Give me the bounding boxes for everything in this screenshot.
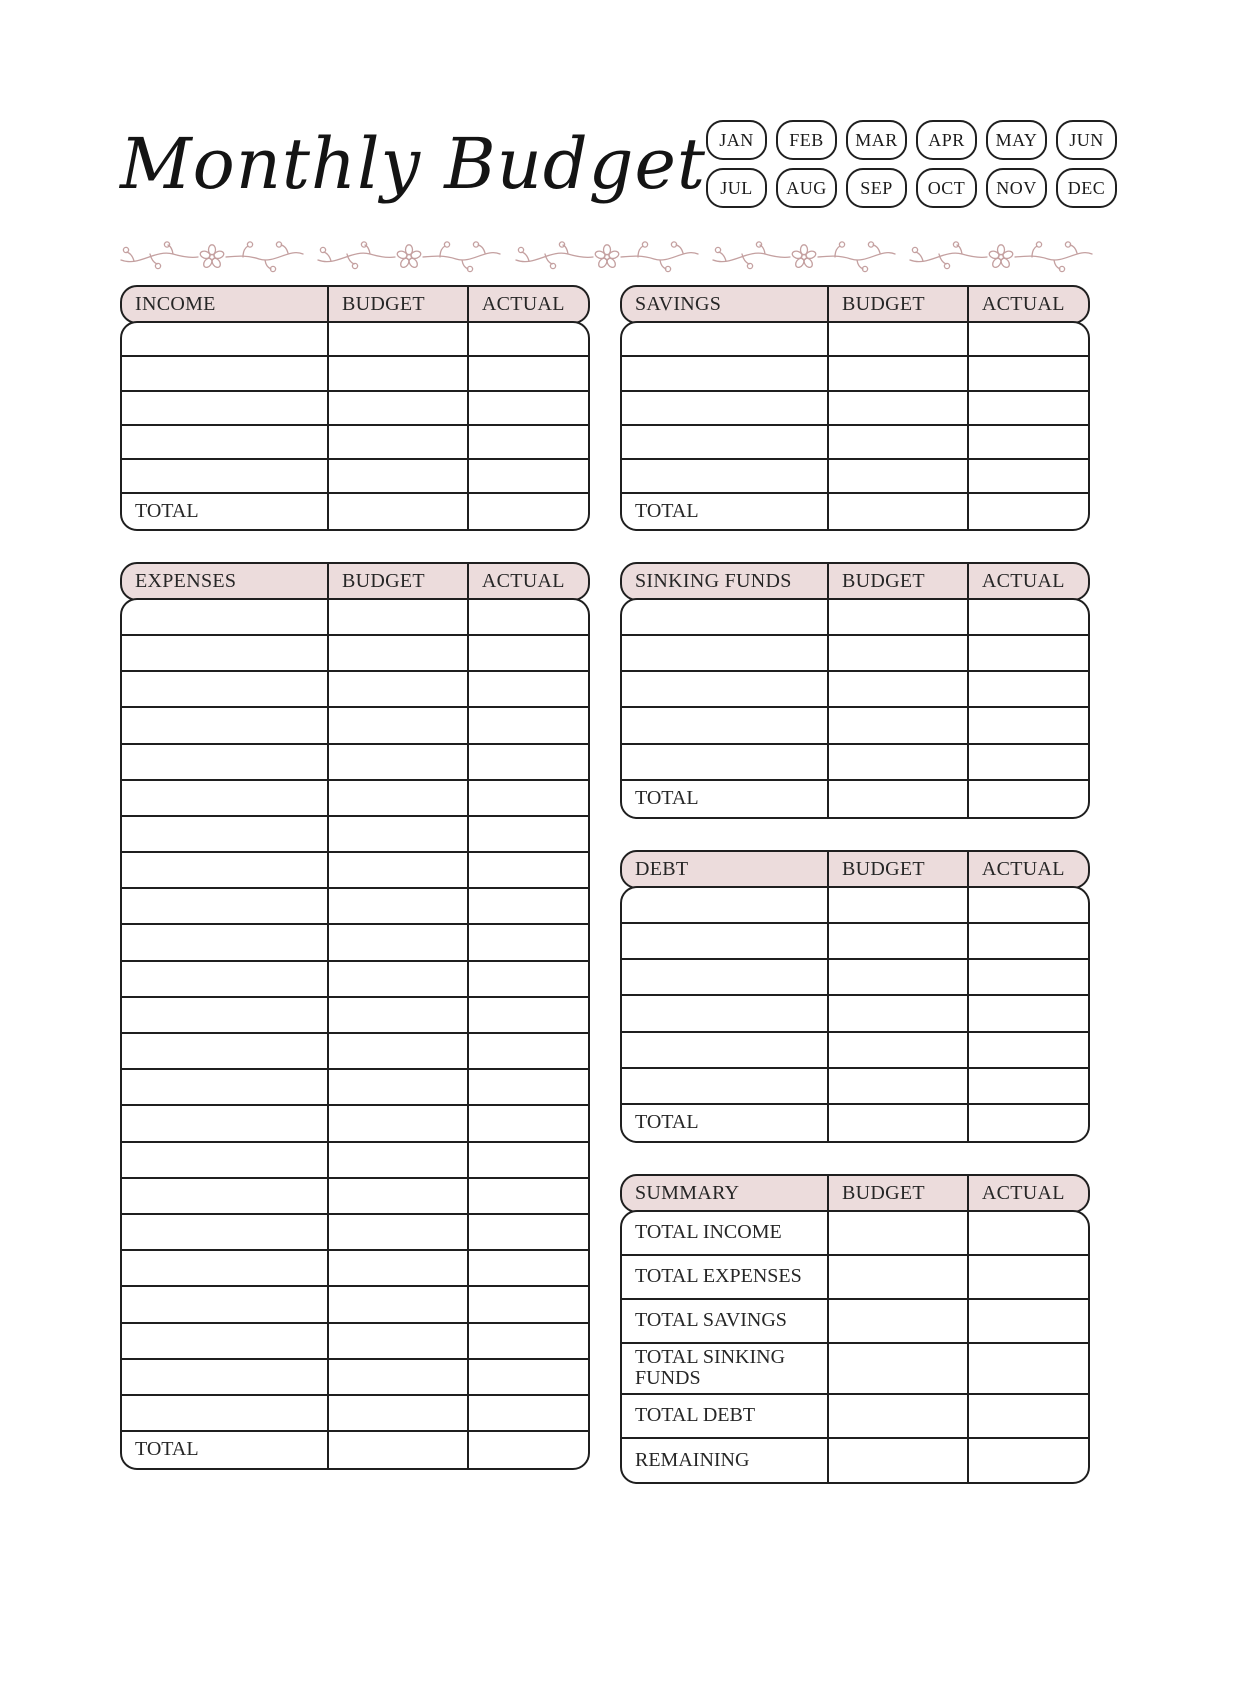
sinking-funds-total-row	[622, 781, 1088, 817]
sinking-funds-table	[620, 562, 1090, 819]
sinking-funds-item-cell[interactable]	[622, 600, 827, 634]
summary-table-body	[620, 1210, 1090, 1484]
expenses-actual-cell[interactable]	[467, 1215, 588, 1249]
left-column	[120, 285, 590, 1470]
debt-table-header	[620, 850, 1090, 889]
expenses-total-budget-cell[interactable]	[327, 1432, 467, 1468]
debt-header-label: DEBT	[635, 857, 689, 880]
sinking-funds-total-budget-cell[interactable]	[827, 781, 967, 817]
month-pill[interactable]: APR	[916, 120, 977, 160]
savings-budget-cell[interactable]	[827, 426, 967, 458]
month-pill[interactable]: JUL	[706, 168, 767, 208]
month-pill[interactable]: OCT	[916, 168, 977, 208]
savings-actual-cell[interactable]	[967, 323, 1088, 355]
debt-actual-cell[interactable]	[967, 1033, 1088, 1067]
summary-budget-cell[interactable]	[827, 1439, 967, 1483]
savings-budget-cell[interactable]	[827, 323, 967, 355]
debt-actual-cell[interactable]	[967, 924, 1088, 958]
expenses-row	[122, 1106, 588, 1142]
sinking-funds-row	[622, 672, 1088, 708]
expenses-row	[122, 1360, 588, 1396]
expenses-item-cell[interactable]	[122, 889, 327, 923]
summary-row-label: TOTAL SINKING FUNDS	[635, 1345, 786, 1390]
savings-row	[622, 460, 1088, 494]
debt-row	[622, 1069, 1088, 1105]
month-pill[interactable]: MAY	[986, 120, 1047, 160]
sinking-funds-total-label: TOTAL	[635, 787, 699, 810]
savings-actual-cell[interactable]	[967, 426, 1088, 458]
savings-table-body	[620, 321, 1090, 531]
expenses-budget-cell[interactable]	[327, 1360, 467, 1394]
summary-budget-cell[interactable]	[827, 1344, 967, 1393]
income-table	[120, 285, 590, 531]
expenses-item-cell[interactable]	[122, 1034, 327, 1068]
debt-budget-cell[interactable]	[827, 888, 967, 922]
debt-budget-cell[interactable]	[827, 996, 967, 1030]
sinking-funds-row	[622, 636, 1088, 672]
expenses-row	[122, 1179, 588, 1215]
expenses-item-cell[interactable]	[122, 636, 327, 670]
debt-row	[622, 996, 1088, 1032]
debt-total-budget-cell[interactable]	[827, 1105, 967, 1141]
expenses-item-cell[interactable]	[122, 998, 327, 1032]
debt-total-row	[622, 1105, 1088, 1141]
expenses-row	[122, 853, 588, 889]
expenses-budget-cell[interactable]	[327, 745, 467, 779]
sinking-funds-actual-cell[interactable]	[967, 745, 1088, 779]
month-pill[interactable]: MAR	[846, 120, 907, 160]
expenses-actual-cell[interactable]	[467, 1287, 588, 1321]
summary-budget-cell[interactable]	[827, 1256, 967, 1298]
savings-budget-cell[interactable]	[827, 357, 967, 389]
expenses-actual-cell[interactable]	[467, 962, 588, 996]
budget-tables	[120, 285, 1090, 1484]
expenses-item-cell[interactable]	[122, 925, 327, 959]
savings-row	[622, 357, 1088, 391]
expenses-actual-cell[interactable]	[467, 1396, 588, 1430]
expenses-row	[122, 708, 588, 744]
debt-actual-cell[interactable]	[967, 888, 1088, 922]
income-actual-cell[interactable]	[467, 323, 588, 355]
budget-column-header: BUDGET	[827, 852, 967, 887]
savings-actual-cell[interactable]	[967, 392, 1088, 424]
income-item-cell[interactable]	[122, 460, 327, 492]
debt-budget-cell[interactable]	[827, 924, 967, 958]
savings-item-cell[interactable]	[622, 460, 827, 492]
debt-table	[620, 850, 1090, 1143]
expenses-item-cell[interactable]	[122, 600, 327, 634]
debt-item-cell[interactable]	[622, 888, 827, 922]
expenses-actual-cell[interactable]	[467, 1324, 588, 1358]
actual-column-header: ACTUAL	[467, 564, 588, 599]
month-pill[interactable]: JAN	[706, 120, 767, 160]
expenses-item-cell[interactable]	[122, 1396, 327, 1430]
debt-actual-cell[interactable]	[967, 960, 1088, 994]
actual-column-header: ACTUAL	[967, 287, 1088, 322]
savings-total-row	[622, 494, 1088, 528]
summary-table-header	[620, 1174, 1090, 1213]
expenses-budget-cell[interactable]	[327, 817, 467, 851]
expenses-actual-cell[interactable]	[467, 708, 588, 742]
expenses-item-cell[interactable]	[122, 708, 327, 742]
flower-vine-icon	[514, 241, 700, 273]
savings-item-cell[interactable]	[622, 392, 827, 424]
summary-actual-cell[interactable]	[967, 1439, 1088, 1483]
income-budget-cell[interactable]	[327, 357, 467, 389]
expenses-item-cell[interactable]	[122, 1179, 327, 1213]
savings-total-label: TOTAL	[635, 499, 699, 522]
sinking-funds-actual-cell[interactable]	[967, 672, 1088, 706]
expenses-row	[122, 1215, 588, 1251]
budget-column-header: BUDGET	[827, 1176, 967, 1211]
income-row	[122, 392, 588, 426]
actual-column-header: ACTUAL	[467, 287, 588, 322]
expenses-table	[120, 562, 590, 1471]
summary-budget-cell[interactable]	[827, 1212, 967, 1254]
expenses-row	[122, 925, 588, 961]
expenses-row	[122, 1324, 588, 1360]
budget-column-header: BUDGET	[327, 564, 467, 599]
expenses-actual-cell[interactable]	[467, 745, 588, 779]
expenses-item-cell[interactable]	[122, 1070, 327, 1104]
expenses-row	[122, 745, 588, 781]
summary-row	[622, 1212, 1088, 1256]
expenses-row	[122, 1251, 588, 1287]
savings-row	[622, 426, 1088, 460]
debt-item-cell[interactable]	[622, 960, 827, 994]
expenses-total-actual-cell[interactable]	[467, 1432, 588, 1468]
page-title: Monthly Budget	[120, 122, 706, 205]
sinking-funds-actual-cell[interactable]	[967, 600, 1088, 634]
sinking-funds-item-cell[interactable]	[622, 708, 827, 742]
flower-vine-icon	[316, 241, 502, 273]
expenses-budget-cell[interactable]	[327, 925, 467, 959]
expenses-row	[122, 817, 588, 853]
expenses-budget-cell[interactable]	[327, 998, 467, 1032]
actual-column-header: ACTUAL	[967, 1176, 1088, 1211]
expenses-row	[122, 1070, 588, 1106]
expenses-budget-cell[interactable]	[327, 889, 467, 923]
summary-actual-cell[interactable]	[967, 1344, 1088, 1393]
expenses-actual-cell[interactable]	[467, 853, 588, 887]
debt-total-actual-cell[interactable]	[967, 1105, 1088, 1141]
expenses-actual-cell[interactable]	[467, 1360, 588, 1394]
page-header	[120, 98, 1106, 230]
budget-column-header: BUDGET	[327, 287, 467, 322]
income-item-cell[interactable]	[122, 357, 327, 389]
income-item-cell[interactable]	[122, 426, 327, 458]
summary-actual-cell[interactable]	[967, 1395, 1088, 1437]
month-pill[interactable]: FEB	[776, 120, 837, 160]
expenses-budget-cell[interactable]	[327, 1034, 467, 1068]
debt-budget-cell[interactable]	[827, 1069, 967, 1103]
sinking-funds-table-header	[620, 562, 1090, 601]
income-total-label: TOTAL	[135, 499, 199, 522]
income-budget-cell[interactable]	[327, 460, 467, 492]
sinking-funds-budget-cell[interactable]	[827, 745, 967, 779]
expenses-item-cell[interactable]	[122, 1360, 327, 1394]
income-budget-cell[interactable]	[327, 323, 467, 355]
expenses-budget-cell[interactable]	[327, 1070, 467, 1104]
expenses-row	[122, 962, 588, 998]
income-row	[122, 323, 588, 357]
right-column	[620, 285, 1090, 1484]
month-selector	[706, 120, 1117, 208]
expenses-actual-cell[interactable]	[467, 925, 588, 959]
budget-column-header: BUDGET	[827, 564, 967, 599]
expenses-budget-cell[interactable]	[327, 1396, 467, 1430]
income-actual-cell[interactable]	[467, 392, 588, 424]
expenses-item-cell[interactable]	[122, 1143, 327, 1177]
flower-vine-icon	[119, 241, 305, 273]
sinking-funds-item-cell[interactable]	[622, 745, 827, 779]
savings-row	[622, 392, 1088, 426]
expenses-total-row	[122, 1432, 588, 1468]
expenses-budget-cell[interactable]	[327, 1106, 467, 1140]
summary-budget-cell[interactable]	[827, 1300, 967, 1342]
month-pill[interactable]: DEC	[1056, 168, 1117, 208]
expenses-row	[122, 600, 588, 636]
expenses-table-body	[120, 598, 590, 1471]
month-pill[interactable]: JUN	[1056, 120, 1117, 160]
savings-budget-cell[interactable]	[827, 460, 967, 492]
expenses-actual-cell[interactable]	[467, 1143, 588, 1177]
expenses-total-label: TOTAL	[135, 1438, 199, 1461]
summary-row-label: TOTAL SAVINGS	[635, 1308, 787, 1331]
expenses-item-cell[interactable]	[122, 1251, 327, 1285]
expenses-item-cell[interactable]	[122, 1324, 327, 1358]
expenses-row	[122, 781, 588, 817]
expenses-actual-cell[interactable]	[467, 672, 588, 706]
sinking-funds-total-actual-cell[interactable]	[967, 781, 1088, 817]
income-actual-cell[interactable]	[467, 357, 588, 389]
expenses-item-cell[interactable]	[122, 817, 327, 851]
income-actual-cell[interactable]	[467, 426, 588, 458]
savings-actual-cell[interactable]	[967, 460, 1088, 492]
sinking-funds-table-body	[620, 598, 1090, 819]
expenses-item-cell[interactable]	[122, 853, 327, 887]
actual-column-header: ACTUAL	[967, 564, 1088, 599]
expenses-budget-cell[interactable]	[327, 600, 467, 634]
summary-actual-cell[interactable]	[967, 1256, 1088, 1298]
expenses-actual-cell[interactable]	[467, 1034, 588, 1068]
expenses-budget-cell[interactable]	[327, 1251, 467, 1285]
savings-item-cell[interactable]	[622, 426, 827, 458]
summary-row	[622, 1256, 1088, 1300]
savings-row	[622, 323, 1088, 357]
expenses-budget-cell[interactable]	[327, 1324, 467, 1358]
expenses-budget-cell[interactable]	[327, 1287, 467, 1321]
summary-header-label: SUMMARY	[635, 1182, 740, 1205]
expenses-item-cell[interactable]	[122, 1106, 327, 1140]
income-budget-cell[interactable]	[327, 392, 467, 424]
expenses-budget-cell[interactable]	[327, 1179, 467, 1213]
expenses-budget-cell[interactable]	[327, 1215, 467, 1249]
savings-table	[620, 285, 1090, 531]
expenses-budget-cell[interactable]	[327, 636, 467, 670]
expenses-row	[122, 1287, 588, 1323]
savings-total-budget-cell[interactable]	[827, 494, 967, 528]
expenses-actual-cell[interactable]	[467, 817, 588, 851]
income-row	[122, 426, 588, 460]
summary-row-label: TOTAL EXPENSES	[635, 1265, 802, 1288]
savings-header-label: SAVINGS	[635, 293, 722, 315]
debt-budget-cell[interactable]	[827, 1033, 967, 1067]
debt-budget-cell[interactable]	[827, 960, 967, 994]
expenses-row	[122, 1143, 588, 1179]
expenses-row	[122, 1396, 588, 1432]
expenses-row	[122, 636, 588, 672]
income-table-body	[120, 321, 590, 531]
month-pill[interactable]: NOV	[986, 168, 1047, 208]
summary-actual-cell[interactable]	[967, 1300, 1088, 1342]
expenses-row	[122, 1034, 588, 1070]
sinking-funds-budget-cell[interactable]	[827, 636, 967, 670]
flower-vine-icon	[908, 241, 1094, 273]
sinking-funds-row	[622, 745, 1088, 781]
income-row	[122, 357, 588, 391]
expenses-item-cell[interactable]	[122, 672, 327, 706]
summary-row-label: TOTAL INCOME	[635, 1221, 782, 1244]
debt-item-cell[interactable]	[622, 1069, 827, 1103]
savings-item-cell[interactable]	[622, 323, 827, 355]
savings-total-actual-cell[interactable]	[967, 494, 1088, 528]
sinking-funds-row	[622, 600, 1088, 636]
expenses-row	[122, 998, 588, 1034]
summary-table	[620, 1174, 1090, 1484]
sinking-funds-header-label: SINKING FUNDS	[635, 569, 792, 592]
sinking-funds-item-cell[interactable]	[622, 672, 827, 706]
income-total-actual-cell[interactable]	[467, 494, 588, 528]
debt-table-body	[620, 886, 1090, 1143]
summary-actual-cell[interactable]	[967, 1212, 1088, 1254]
expenses-table-header	[120, 562, 590, 601]
debt-item-cell[interactable]	[622, 996, 827, 1030]
expenses-actual-cell[interactable]	[467, 998, 588, 1032]
income-row	[122, 460, 588, 494]
expenses-item-cell[interactable]	[122, 1287, 327, 1321]
expenses-budget-cell[interactable]	[327, 672, 467, 706]
expenses-actual-cell[interactable]	[467, 889, 588, 923]
expenses-item-cell[interactable]	[122, 962, 327, 996]
sinking-funds-actual-cell[interactable]	[967, 636, 1088, 670]
expenses-budget-cell[interactable]	[327, 962, 467, 996]
expenses-item-cell[interactable]	[122, 745, 327, 779]
debt-item-cell[interactable]	[622, 1033, 827, 1067]
expenses-actual-cell[interactable]	[467, 600, 588, 634]
savings-table-header	[620, 285, 1090, 324]
month-pill[interactable]: AUG	[776, 168, 837, 208]
actual-column-header: ACTUAL	[967, 852, 1088, 887]
debt-row	[622, 960, 1088, 996]
debt-item-cell[interactable]	[622, 924, 827, 958]
expenses-budget-cell[interactable]	[327, 781, 467, 815]
debt-row	[622, 924, 1088, 960]
expenses-item-cell[interactable]	[122, 781, 327, 815]
sinking-funds-budget-cell[interactable]	[827, 708, 967, 742]
summary-row	[622, 1344, 1088, 1395]
summary-row-label: REMAINING	[635, 1448, 750, 1471]
income-item-cell[interactable]	[122, 323, 327, 355]
expenses-budget-cell[interactable]	[327, 708, 467, 742]
income-budget-cell[interactable]	[327, 426, 467, 458]
expenses-row	[122, 672, 588, 708]
debt-row	[622, 888, 1088, 924]
income-actual-cell[interactable]	[467, 460, 588, 492]
expenses-row	[122, 889, 588, 925]
budget-column-header: BUDGET	[827, 287, 967, 322]
summary-row	[622, 1439, 1088, 1483]
expenses-actual-cell[interactable]	[467, 1106, 588, 1140]
floral-divider	[119, 240, 1094, 274]
income-total-budget-cell[interactable]	[327, 494, 467, 528]
expenses-actual-cell[interactable]	[467, 1070, 588, 1104]
expenses-budget-cell[interactable]	[327, 1143, 467, 1177]
income-header-label: INCOME	[135, 293, 216, 315]
flower-vine-icon	[711, 241, 897, 273]
expenses-header-label: EXPENSES	[135, 569, 237, 592]
debt-row	[622, 1033, 1088, 1069]
income-total-row	[122, 494, 588, 528]
debt-actual-cell[interactable]	[967, 1069, 1088, 1103]
sinking-funds-row	[622, 708, 1088, 744]
summary-row-label: TOTAL DEBT	[635, 1403, 756, 1426]
expenses-actual-cell[interactable]	[467, 1179, 588, 1213]
sinking-funds-budget-cell[interactable]	[827, 672, 967, 706]
debt-actual-cell[interactable]	[967, 996, 1088, 1030]
savings-budget-cell[interactable]	[827, 392, 967, 424]
savings-item-cell[interactable]	[622, 357, 827, 389]
income-table-header	[120, 285, 590, 324]
sinking-funds-item-cell[interactable]	[622, 636, 827, 670]
summary-row	[622, 1395, 1088, 1439]
income-item-cell[interactable]	[122, 392, 327, 424]
month-pill[interactable]: SEP	[846, 168, 907, 208]
expenses-actual-cell[interactable]	[467, 781, 588, 815]
expenses-budget-cell[interactable]	[327, 853, 467, 887]
savings-actual-cell[interactable]	[967, 357, 1088, 389]
expenses-item-cell[interactable]	[122, 1215, 327, 1249]
sinking-funds-actual-cell[interactable]	[967, 708, 1088, 742]
summary-budget-cell[interactable]	[827, 1395, 967, 1437]
expenses-actual-cell[interactable]	[467, 1251, 588, 1285]
summary-row	[622, 1300, 1088, 1344]
debt-total-label: TOTAL	[635, 1111, 699, 1134]
expenses-actual-cell[interactable]	[467, 636, 588, 670]
sinking-funds-budget-cell[interactable]	[827, 600, 967, 634]
